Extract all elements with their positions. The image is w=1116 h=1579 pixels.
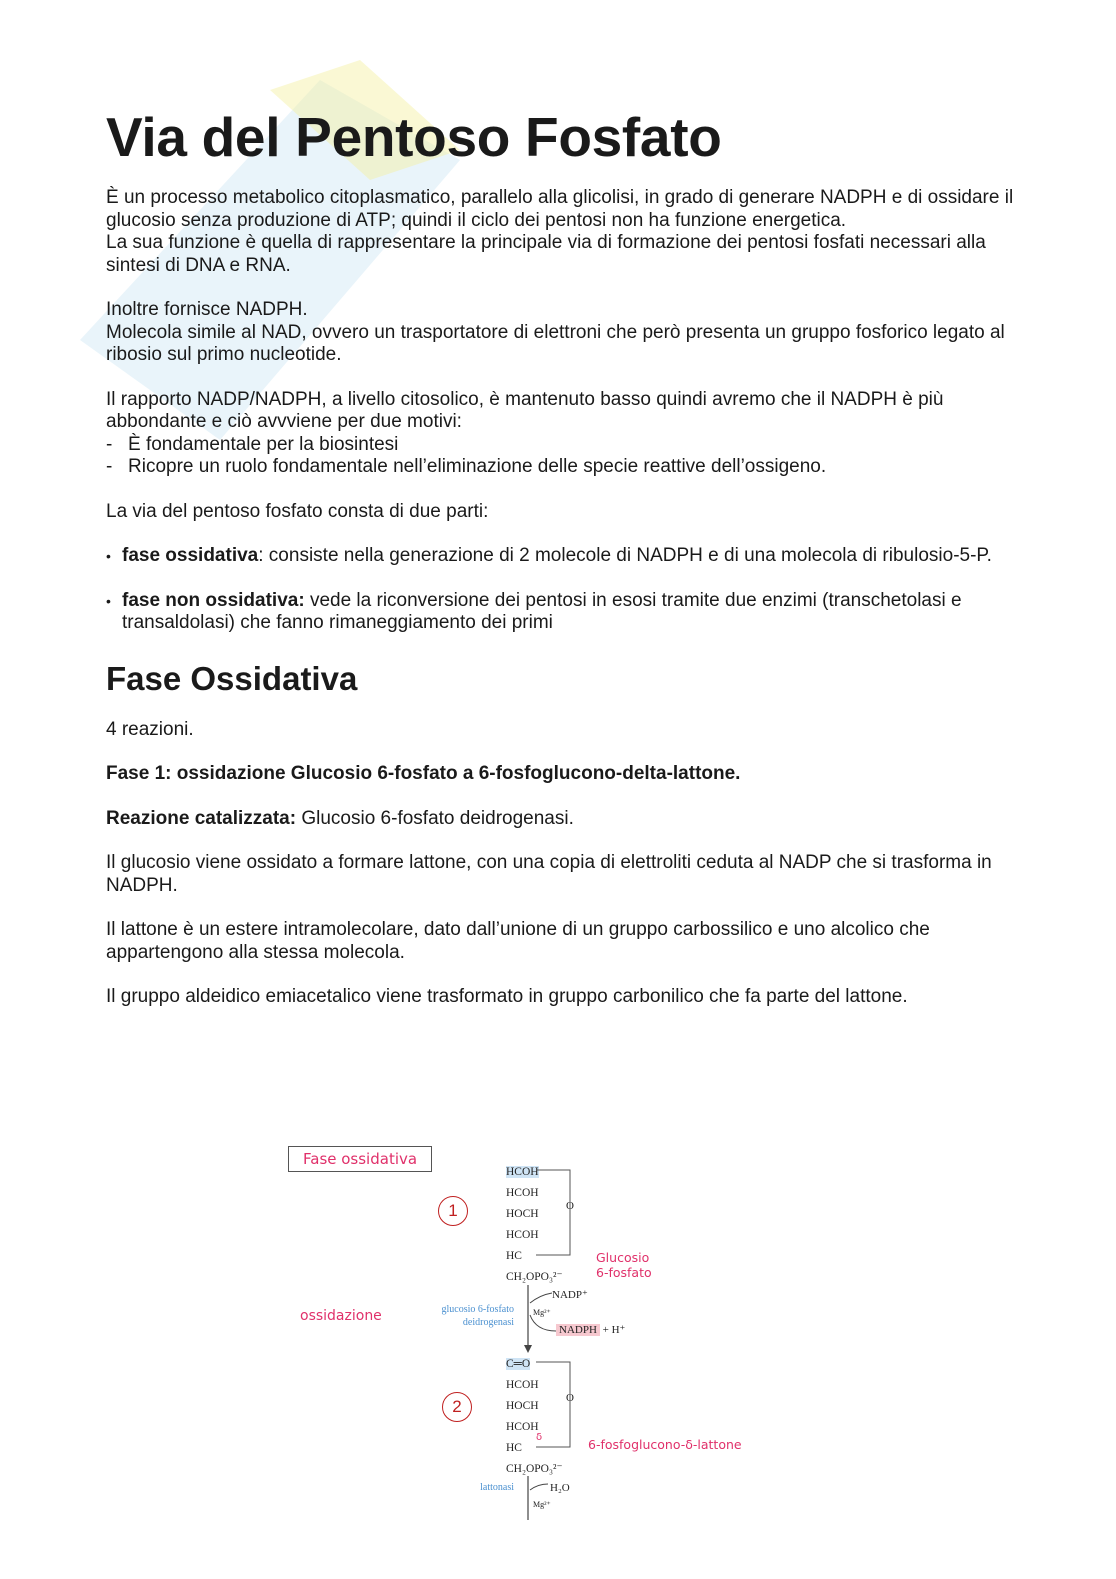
phase-term: fase non ossidativa: <box>122 589 305 611</box>
page-title: Via del Pentoso Fosfato <box>106 106 722 168</box>
glucosio-label-2: 6-fosfato <box>596 1265 652 1280</box>
reasons-list <box>106 434 1016 479</box>
atom-group: HCOH <box>506 1229 539 1241</box>
atom-group: HC <box>506 1442 522 1454</box>
catalysis-label: Reazione catalizzata: <box>106 807 297 829</box>
list-item <box>106 590 1016 635</box>
ring-bracket-1 <box>530 1160 580 1280</box>
catalysis-text: Glucosio 6-fosfato deidrogenasi. <box>296 807 574 829</box>
atom-group: CH₂OPO₃²⁻ <box>506 1463 563 1475</box>
nadph-product <box>556 1323 625 1336</box>
atom-group: HCOH <box>506 1421 539 1433</box>
list-item: - Ricopre un ruolo fondamentale nell’eliminazione delle specie reattive dell’ossigeno. <box>106 456 1016 479</box>
atom-group: CH₂OPO₃²⁻ <box>506 1271 563 1283</box>
list-item <box>106 545 1016 568</box>
atom-group: HOCH <box>506 1400 539 1412</box>
ring-oxygen-2: O <box>566 1392 574 1404</box>
intro-paragraph-2b: Molecola simile al NAD, ovvero un trasportatore di elettroni che però presenta un gruppo fosforico legato al ribosio sul primo nucleotide. <box>106 321 1005 365</box>
phase-text: : consiste nella generazione di 2 molecole di NADPH e di una molecola di ribulosio-5-P. <box>258 545 992 566</box>
section-heading: Fase Ossidativa <box>106 659 358 697</box>
atom-group: HCOH <box>506 1379 539 1391</box>
nadp-label: NADP⁺ <box>552 1289 588 1301</box>
paragraph-gruppo: Il gruppo aldeidico emiacetalico viene trasformato in gruppo carbonilico che fa parte del lattone. <box>106 986 908 1008</box>
intro-paragraph-1b: La sua funzione è quella di rappresentare la principale via di formazione dei pentosi fosfati necessari alla sintesi di DNA e RNA. <box>106 232 986 276</box>
catalysis-line <box>106 808 1016 831</box>
mg-label-1: Mg²⁺ <box>533 1308 551 1317</box>
phase-term: fase ossidativa <box>122 545 259 566</box>
delta-marker: δ <box>536 1432 543 1443</box>
h2o-label: H₂O <box>550 1482 570 1494</box>
reactions-count: 4 reazioni. <box>106 718 194 740</box>
atom-group: HOCH <box>506 1208 539 1220</box>
ring-bracket-2 <box>530 1352 580 1472</box>
atom-group: HCOH <box>506 1187 539 1199</box>
step-1-marker: 1 <box>438 1196 468 1226</box>
intro-paragraph-1a: È un processo metabolico citoplasmatico, parallelo alla glicolisi, in grado di generare NADPH e di ossidare il glucosio senza produzione di ATP; quindi il ciclo dei pentosi non ha funzione energetica. <box>106 187 1014 231</box>
lattone-label: 6-fosfoglucono-δ-lattone <box>588 1437 742 1452</box>
list-item: - È fondamentale per la biosintesi <box>106 434 1016 457</box>
ring-oxygen-1: O <box>566 1200 574 1212</box>
atom-group: HC <box>506 1250 522 1262</box>
atom-group: HCOH <box>506 1166 539 1178</box>
phases-list <box>106 545 1016 635</box>
atom-group: C═O <box>506 1358 531 1370</box>
ossidazione-label: ossidazione <box>300 1308 382 1324</box>
step-2-marker: 2 <box>442 1392 472 1422</box>
fase1-title: Fase 1: ossidazione Glucosio 6-fosfato a 6-fosfoglucono-delta-lattone. <box>106 763 741 785</box>
enzyme-1-label-line1: glucosio 6-fosfato <box>441 1304 514 1315</box>
reaction-figure <box>280 1140 760 1530</box>
enzyme-1-label-line2: deidrogenasi <box>462 1317 514 1328</box>
enzyme-2-label: lattonasi <box>480 1482 514 1493</box>
paragraph-glucosio: Il glucosio viene ossidato a formare lattone, con una copia di elettroliti ceduta al NADP che si trasforma in NADPH. <box>106 852 992 896</box>
paragraph-lattone: Il lattone è un estere intramolecolare, dato dall’unione di un gruppo carbossilico e uno alcolico che appartengono alla stessa molecola. <box>106 919 930 963</box>
intro-paragraph-2a: Inoltre fornisce NADPH. <box>106 299 308 320</box>
fase1-heading <box>106 763 1016 786</box>
intro-paragraph-4: La via del pentoso fosfato consta di due parti: <box>106 500 489 522</box>
figure-box-label: Fase ossidativa <box>288 1146 432 1172</box>
mg-label-2: Mg²⁺ <box>533 1500 551 1509</box>
intro-paragraph-3: Il rapporto NADP/NADPH, a livello citosolico, è mantenuto basso quindi avremo che il NADPH è più abbondante e ciò avvviene per due motivi: <box>106 388 944 432</box>
h-plus-label: + H⁺ <box>602 1324 626 1336</box>
phase-text: vede la riconversione dei pentosi in esosi tramite due enzimi (transchetolasi e transaldolasi) che fanno rimaneggiamento dei primi <box>122 589 962 633</box>
document-page <box>106 106 1016 1031</box>
nadph-label: NADPH <box>556 1324 600 1336</box>
glucosio-label-1: Glucosio <box>596 1250 650 1265</box>
